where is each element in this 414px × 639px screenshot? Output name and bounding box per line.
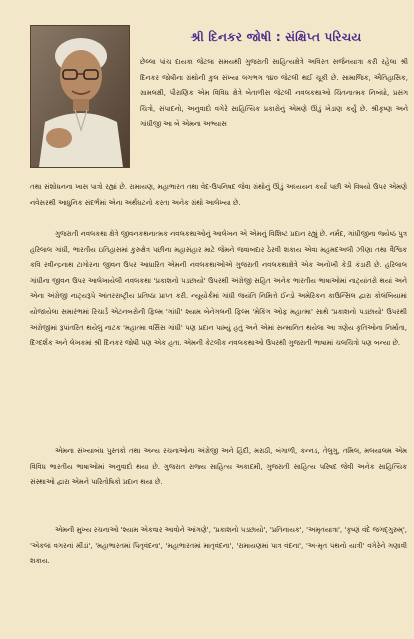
intro-paragraph: છેલ્લા પાંચ દાયકા જેટલા સમયથી ગુજરાતી સાહિત્યક્ષેત્રે અવિરત સર્જનયાત્રા કરી રહેલા શ્રી દિનકર જોષીના ગ્રંથોની કુલ સંખ્યા લગભગ ૧૪૦ જેટલી થઈ ચૂકી છે. સામાજિક, ઐતિહાસિક, ગ્રામલક્ષી, પૌરાણિક એમ વિવિધ ક્ષેત્રે બેતાળીસ જેટલી નવલકથાઓ ચિંતનાત્મક નિબંધો, પ્રસંગ ચિત્રો, સંપાદનો, અનુવાદો વગેરે સાહિત્યિક પ્રકારોનું એમણે ઊંડું ખેડાણ કર્યું છે. શ્રીકૃષ્ણ અને ગાંધીજી આ બે એમના અભ્યાસ (140, 58, 408, 129)
intro-paragraph-continued: તથા સંશોધનના ખાસ પાત્રો રહ્યાં છે. રામાયણ, મહાભારત તથા વેદ-ઉપનિષદ જેવા ગ્રંથોનું ઊંડું અધ્યયન કર્યા પછી એ વિષયો ઉપર એમણે નવેસરથી આધુનિક સંદર્ભમાં એના અર્થઘટનો કરતા અનેક ગ્રંથો આલેખ્યા છે. (30, 183, 407, 207)
translations-paragraph: એમના સંખ્યાબંધ પુસ્તકો તથા અન્ય રચનાઓના અંગ્રેજી અને હિંદી, મરાઠી, બંગાળી, કન્નડ, તેલુગુ, તમિલ, મલયાલમ એમ વિવિધ ભારતીય ભાષાઓમાં અનુવાદો થયા છે. ગુજરાત રાજ્ય સાહિત્ય અકાદમી, ગુજરાતી સાહિત્ય પરિષદ જેવી અનેક સાહિત્યિક સંસ્થાઓ દ્વારા એમને પારિતોષિકો પ્રદાન થયા છે. (30, 447, 407, 487)
novels-paragraph: ગુજરાતી નવલકથા ક્ષેત્રે જીવનકથનાત્મક નવલકથાઓનું આલેખન એ એમનું વિશિષ્ટ પ્રદાન રહ્યું છે. નર્મદ, ગાંધીજીના જ્યેષ્ઠ પુત્ર હરિલાલ ગાંધી, ભારતીય ઇતિહાસમાં કુરુક્ષેત્ર પછીના મહાસંહાર માટે જેમને જવાબદાર ઠેરવી શકાય એવા મહમદઅલી ઝીણા તથા વૈશ્વિક કવિ રવીન્દ્રનાથ ટાગોરના જીવન ઉપર આધારિત એમની નવલકથાઓએ ગુજરાતી નવલકથાક્ષેત્રે એક અનોખી કેડી કંડારી છે. હરિલાલ ગાંધીના જીવન ઉપર આલેખાયેલી નવલકથા 'પ્રકાશનો પડછાયો' ઉપરથી અંગ્રેજી સહિત અનેક ભારતીય ભાષાઓમાં નાટ્યાંતરો થયાં અને એના અંગ્રેજી નાટ્યરૂપે આંતરરાષ્ટ્રીય પ્રતિષ્ઠા પ્રાપ્ત કરી. ન્યૂયોર્કમાં ગાંધી જયંતિ નિમિત્તે ઈન્ડો અમેરિકન કાઉન્સિલ દ્વારા કોલંબિયામાં યોજાયેલા સમારંભમાં રિચાર્ડ એટનબરોની ફિલ્મ 'ગાંધી' શ્યામ બેનેગલની ફિલ્મ 'મેકિંગ ઓફ મહાત્મા' સાથે 'પ્રકાશનો પડછાયો' ઉપરથી અંગ્રેજીમાં રૂપાંતરિત થયેલું નાટક 'મહાત્મા વર્સિસ ગાંધી' પણ પ્રદાન પામ્યું હતું અને એમાં સન્માનિત થયેલા આ ત્રણેય કૃતિઓના નિર્માતા, દિગ્દર્શક અને લેખકમાં શ્રી દિનકર જોષી પણ એક હતા. એમની કેટલીક નવલકથાઓ ઉપરથી ગુજરાતી ભાષામાં ચલચિત્રો પણ બન્યા છે. (30, 230, 407, 348)
author-photo (30, 25, 130, 168)
major-works-paragraph: એમની મુખ્ય રચનાઓ 'શ્યામ એકવાર આવોને આંગણે', 'પ્રકાશનો પડછાયો', 'પ્રતિનાયક', 'અમૃતયાત્રા', 'કૃષ્ણં વંદે જગદ્ગુરુમ્', 'એકલાં વગરનાં મીંડાં', 'મહાભારતમાં પિતૃવંદના', 'મહાભારતમાં માતૃવંદના', 'રામાયણમાં પાત્ર વંદના', 'અ-મૃત પંથનો યાત્રી' વગેરેને ગણાવી શકાય. (30, 526, 407, 566)
page-title: શ્રી દિનકર જોષી : સંક્ષિપ્ત પરિચય (190, 30, 362, 44)
author-portrait-icon (31, 26, 129, 167)
